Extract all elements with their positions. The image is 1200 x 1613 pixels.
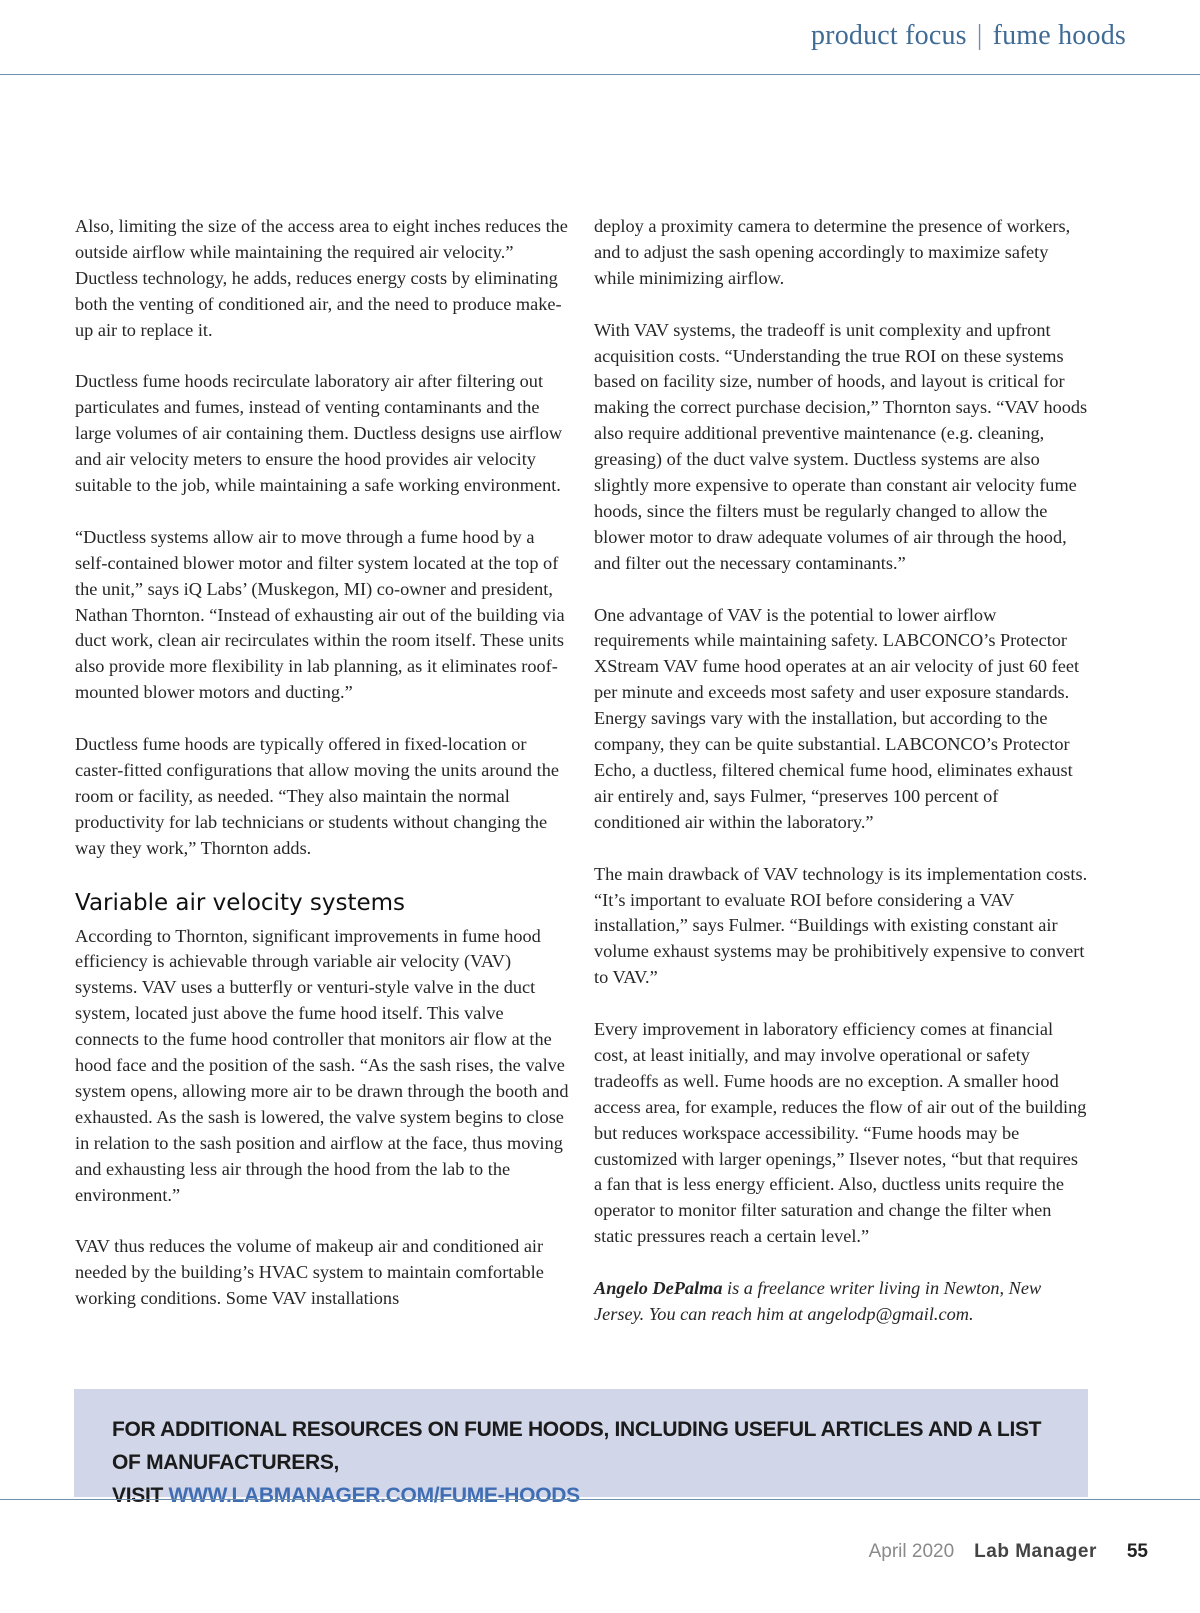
author-bio: is a freelance writer living in Newton, New Jersey. You can reach him at angelodp@gmail.com. [594,1278,1042,1324]
resources-callout [74,1389,1088,1507]
paragraph: VAV thus reduces the volume of makeup air and conditioned air needed by the building’s HVAC system to maintain comfortable working conditions. Some VAV installations [75,1236,544,1309]
issue-date: April 2020 [868,1541,955,1562]
author-name: Angelo DePalma [594,1278,723,1299]
running-header [811,20,1126,52]
paragraph: The main drawback of VAV technology is its implementation costs. “It’s important to evaluate ROI before considering a VAV installation,” says Fulmer. “Buildings with existing constant air volume exhaust systems may be prohibitively expensive to convert to VAV.” [594,863,1088,988]
header-section: product focus [810,20,967,51]
paragraph: deploy a proximity camera to determine the presence of workers, and to adjust the sash opening accordingly to maximize safety while minimizing airflow. [594,216,1071,288]
paragraph: Also, limiting the size of the access area to eight inches reduces the outside airflow while maintaining the required air velocity.” Ductless technology, he adds, reduces energy costs by eliminating both the venting of conditioned air, and the need to produce make-up air to replace it. [75,216,568,340]
paragraph: One advantage of VAV is the potential to lower airflow requirements while maintaining safety. LABCONCO’s Protector XStream VAV fume hood operates at an air velocity of just 60 feet per minute and exceeds most safety and user exposure standards. Energy savings vary with the installation, but according to the company, they can be quite substantial. LABCONCO’s Protector Echo, a ductless, filtered chemical fume hood, eliminates exhaust air entirely and, says Fulmer, “preserves 100 percent of conditioned air within the laboratory.” [594,604,1080,832]
header-topic: fume hoods [992,20,1126,51]
paragraph: Ductless fume hoods are typically offered in fixed-location or caster-fitted configurations that allow moving the units around the room or facility, as needed. “They also maintain the normal productivity for lab technicians or students without changing the way they work,” Thornton adds. [75,734,559,858]
left-column [75,214,570,1338]
paragraph: “Ductless systems allow air to move through a fume hood by a self-contained blower motor and filter system located at the top of the unit,” says iQ Labs’ (Muskegon, MI) co-owner and president, Nathan Thornton. “Instead of exhausting air out of the building via duct work, clean air recirculates within the room itself. These units also provide more flexibility in lab planning, as it eliminates roof-mounted blower motors and ducting.” [75,526,565,703]
header-divider [0,74,1200,75]
paragraph: With VAV systems, the tradeoff is unit complexity and upfront acquisition costs. “Understanding the true ROI on these systems based on facility size, number of hoods, and layout is critical for making the correct purchase decision,” Thornton says. “VAV hoods also require additional preventive maintenance (e.g. cleaning, greasing) of the duct valve system. Ductless systems are also slightly more expensive to operate than constant air velocity fume hoods, since the filters must be regularly changed to allow the blower motor to draw adequate volumes of air through the hood, and filter out the necessary contaminants.” [594,319,1088,573]
resources-link[interactable]: WWW.LABMANAGER.COM/FUME-HOODS [168,1484,580,1507]
section-heading: Variable air velocity systems [75,889,406,916]
paragraph: Ductless fume hoods recirculate laboratory air after filtering out particulates and fumes, instead of venting contaminants and the large volumes of air containing them. Ductless designs use airflow and air velocity meters to ensure the hood provides air velocity suitable to the job, while maintaining a safe working environment. [75,371,563,496]
callout-text: FOR ADDITIONAL RESOURCES ON FUME HOODS, INCLUDING USEFUL ARTICLES AND A LIST OF MANUFACTURERS, [112,1418,1042,1474]
page-footer [869,1541,1148,1563]
callout-visit: VISIT [112,1484,169,1507]
magazine-name: Lab Manager [974,1541,1097,1562]
right-column [594,214,1089,1354]
author-byline [594,1276,1089,1328]
callout-visit-line [112,1479,1050,1512]
paragraph: Every improvement in laboratory efficiency comes at financial cost, at least initially, and may involve operational or safety tradeoffs as well. Fume hoods are no exception. A smaller hood access area, for example, reduces the flow of air out of the building but reduces workspace accessibility. “Fume hoods may be customized with larger openings,” Ilsever notes, “but that requires a fan that is less energy efficient. Also, ductless units require the operator to monitor filter saturation and change the filter when static pressures reach a certain level.” [594,1019,1087,1247]
footer-divider [0,1499,1200,1500]
page-number: 55 [1126,1541,1148,1562]
header-separator: | [976,20,983,51]
paragraph: According to Thornton, significant improvements in fume hood efficiency is achievable through variable air velocity (VAV) systems. VAV uses a butterfly or venturi-style valve in the duct system, located just above the fume hood itself. This valve connects to the fume hood controller that monitors air flow at the hood face and the position of the sash. “As the sash rises, the valve system opens, allowing more air to be drawn through the booth and exhausted. As the sash is lowered, the valve system begins to close in relation to the sash position and airflow at the face, thus moving and exhausting less air through the hood from the lab to the environment.” [75,925,569,1205]
